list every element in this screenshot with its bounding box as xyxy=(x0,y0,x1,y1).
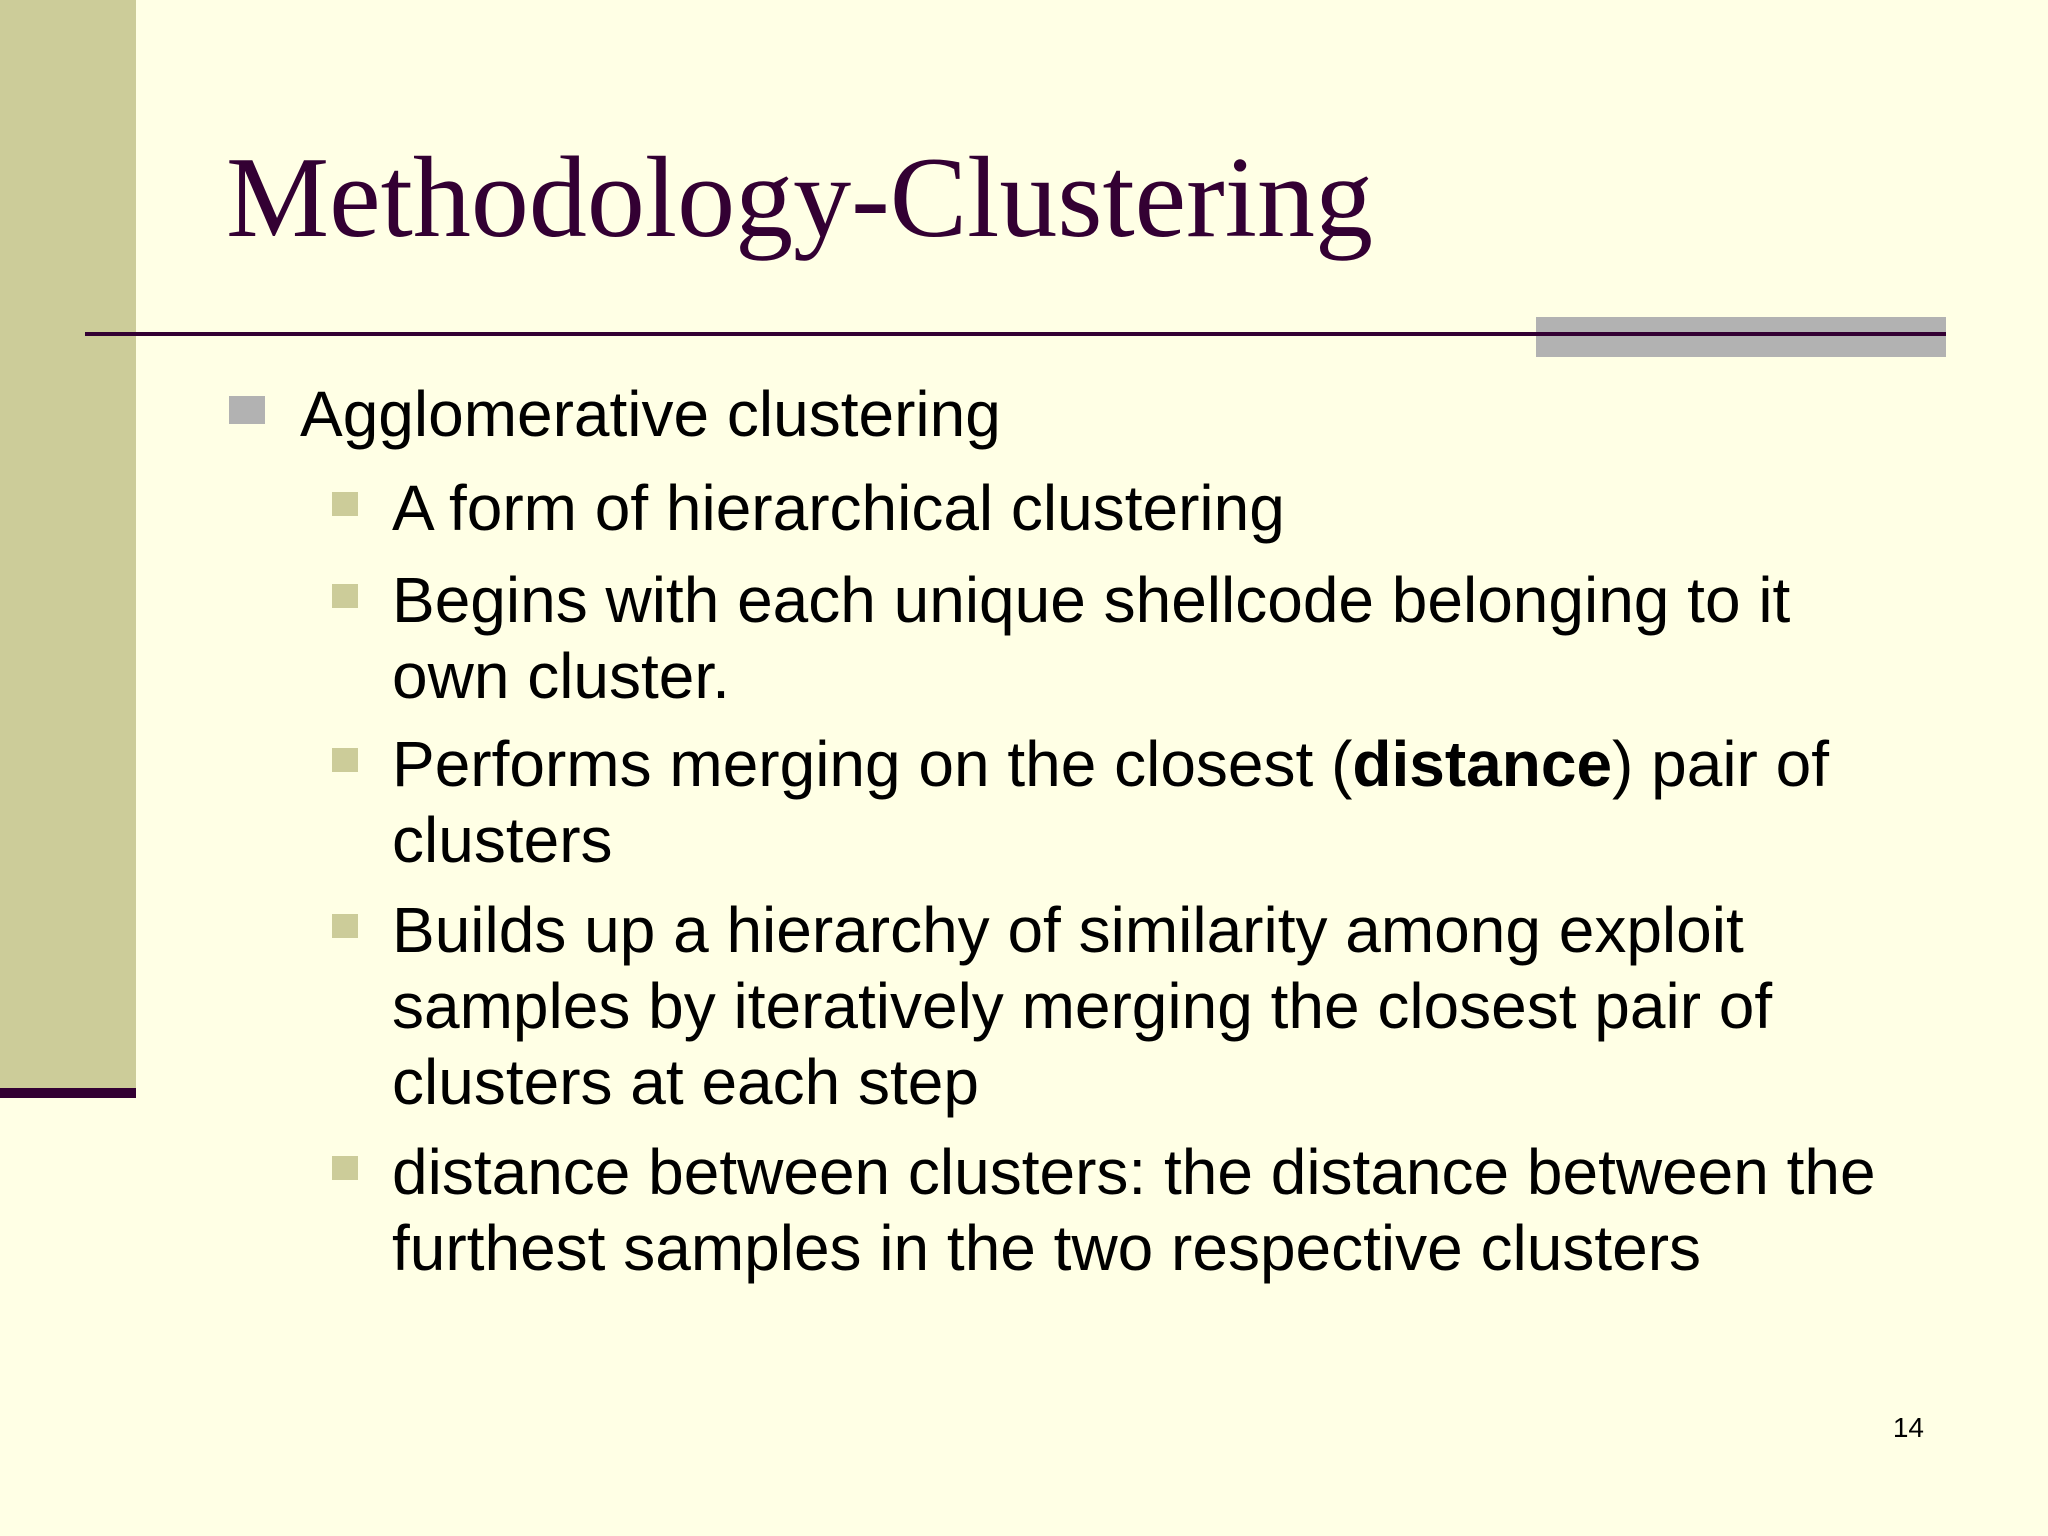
bullet-distance-definition: distance between clusters: the distance between the furthest samples in the two respective clusters xyxy=(392,1136,1876,1284)
square-bullet-icon xyxy=(332,914,358,938)
square-bullet-icon xyxy=(332,748,358,772)
bullet-builds-hierarchy: Builds up a hierarchy of similarity among exploit samples by iteratively merging the closest pair of clusters at each step xyxy=(392,894,1773,1118)
square-bullet-icon xyxy=(332,584,358,608)
bullet-hierarchical-form: A form of hierarchical clustering xyxy=(392,472,1285,544)
square-bullet-icon xyxy=(332,1156,358,1180)
title-rule-accent xyxy=(1536,317,1946,357)
bullet-performs-merging-after: ) pair of clusters xyxy=(392,728,1829,876)
bullet-agglomerative-clustering: Agglomerative clustering xyxy=(300,378,1001,450)
sidebar-decoration xyxy=(0,0,136,1088)
slide-title: Methodology-Clustering xyxy=(226,134,1374,262)
sidebar-underline xyxy=(0,1088,136,1098)
square-bullet-icon xyxy=(229,396,265,424)
title-rule xyxy=(85,332,1946,336)
bullet-performs-merging-before: Performs merging on the closest ( xyxy=(392,728,1353,800)
square-bullet-icon xyxy=(332,492,358,516)
bullet-performs-merging-bold: distance xyxy=(1352,728,1613,800)
page-number: 14 xyxy=(1892,1412,1924,1443)
bullet-begins-with-each: Begins with each unique shellcode belonging to it own cluster. xyxy=(392,564,1791,712)
bullet-performs-merging xyxy=(392,726,1892,878)
